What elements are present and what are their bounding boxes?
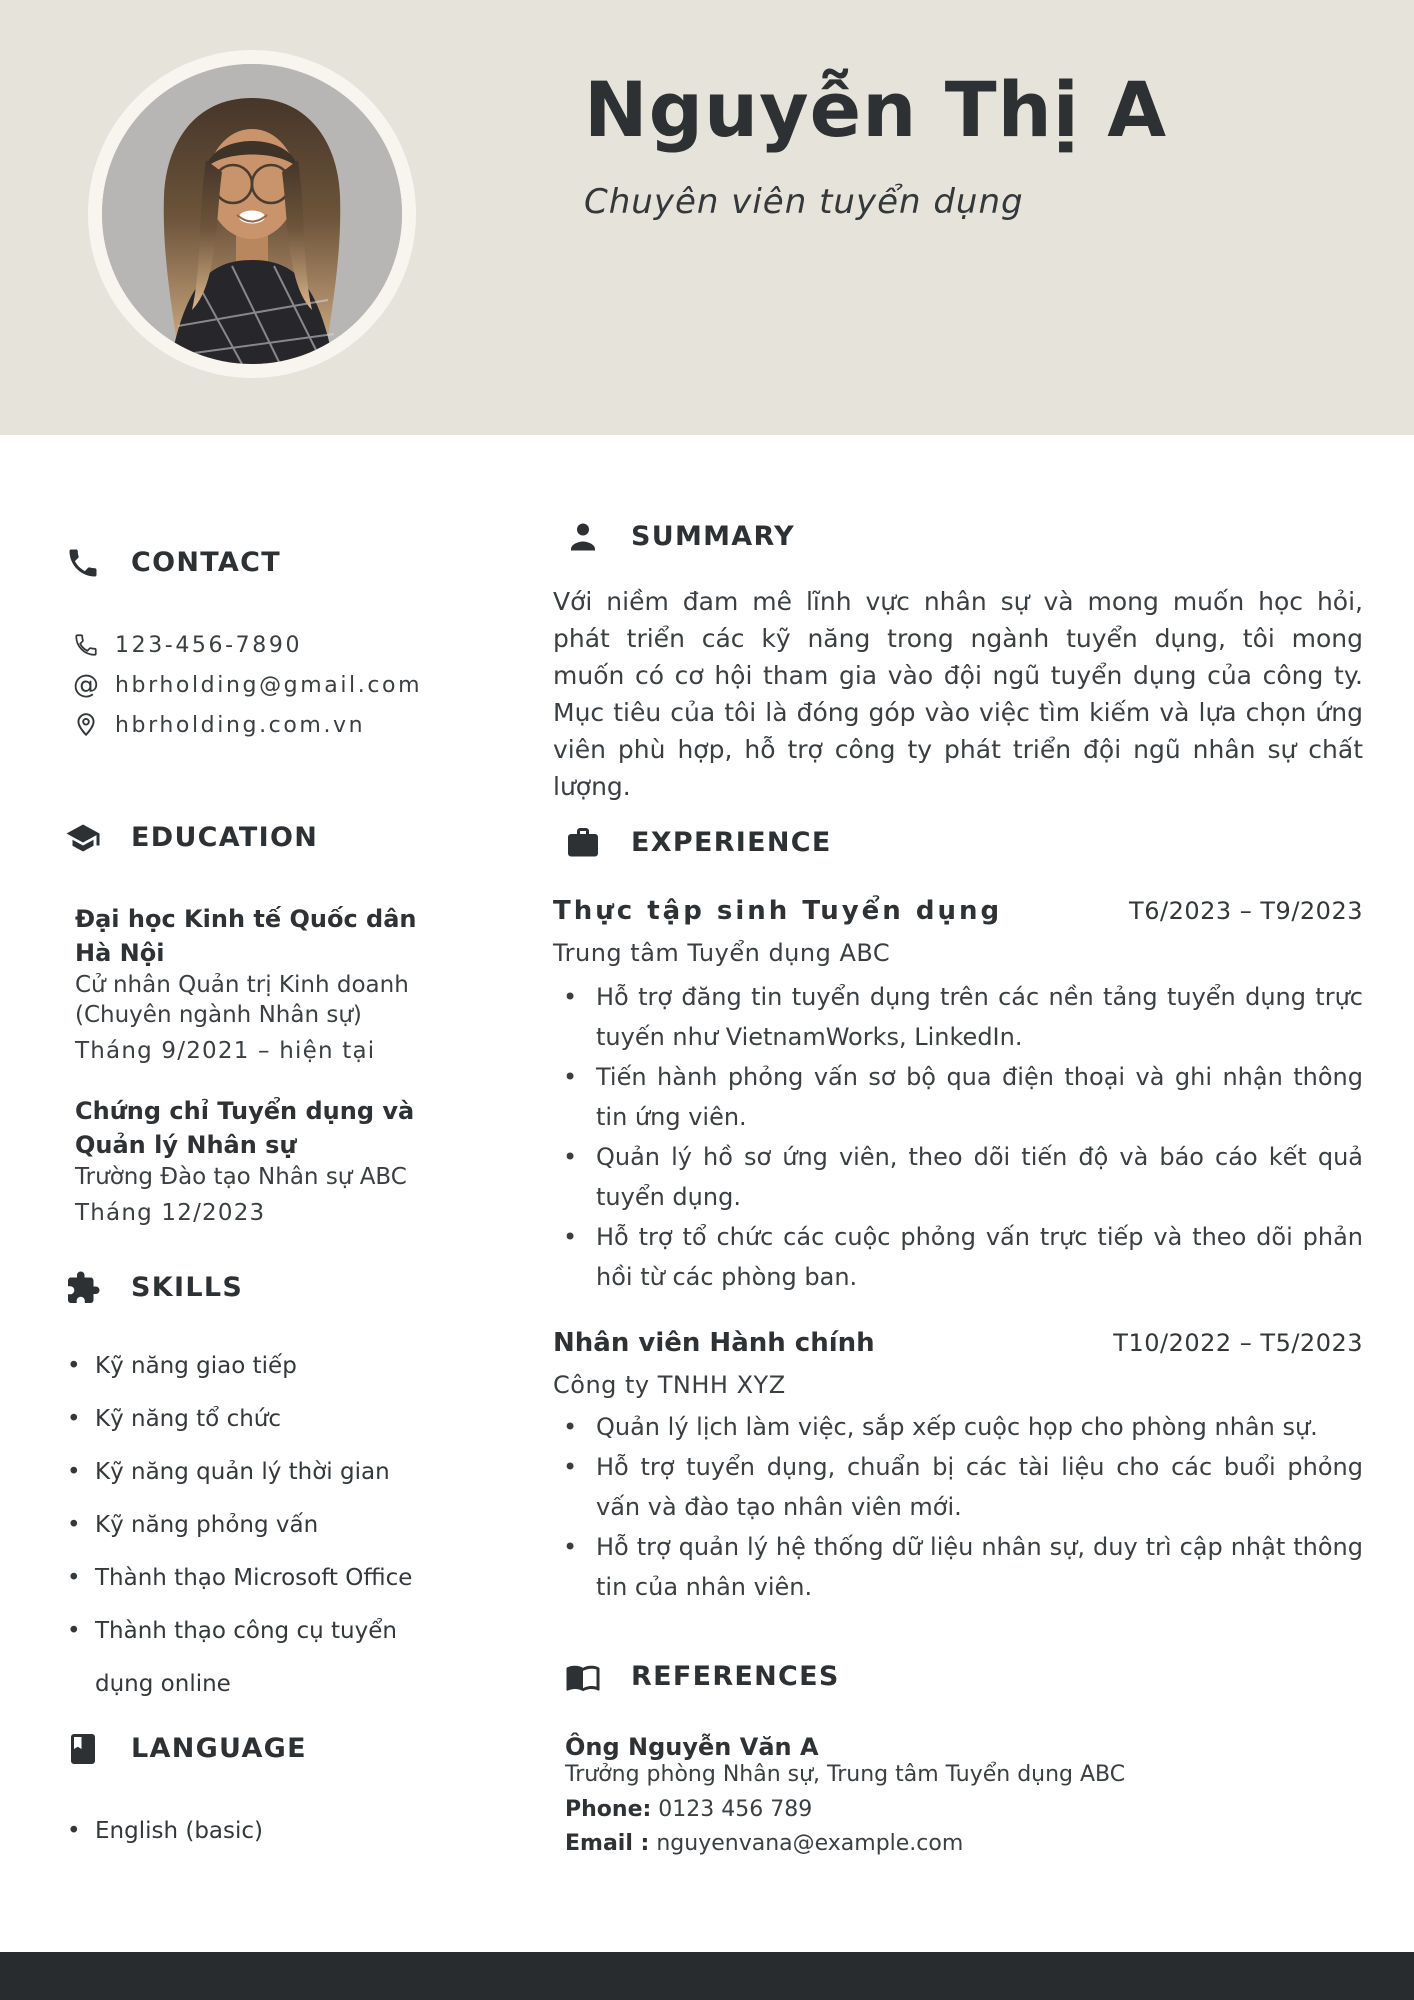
email-label: Email :: [565, 1831, 650, 1856]
references-heading: [553, 1659, 1363, 1695]
at-icon: @: [73, 670, 102, 700]
open-book-icon: [565, 1659, 601, 1695]
language-title: LANGUAGE: [131, 1733, 307, 1764]
job-entry: [553, 893, 1363, 1297]
job-company: Công ty TNHH XYZ: [553, 1371, 786, 1399]
person-icon: [565, 519, 601, 555]
references-section: [553, 1659, 1363, 1857]
skills-title: SKILLS: [131, 1272, 244, 1303]
profile-photo: [88, 50, 416, 378]
header-band: [0, 0, 1414, 435]
skill-item: • Kỹ năng quản lý thời gian: [67, 1446, 460, 1499]
education-entry: [75, 1094, 460, 1228]
header-text: [584, 65, 1168, 222]
job-bullet: • Hỗ trợ tuyển dụng, chuẩn bị các tài liệu cho các buổi phỏng vấn và đào tạo nhân viên mới.: [563, 1447, 1363, 1527]
puzzle-icon: [65, 1270, 101, 1306]
reference-entry: [553, 1733, 1363, 1857]
skills-list: [67, 1340, 460, 1711]
right-column: [553, 435, 1363, 1857]
education-date: Tháng 12/2023: [75, 1200, 266, 1226]
reference-email-line: [565, 1830, 1363, 1857]
education-degree: Cử nhân Quản trị Kinh doanh (Chuyên ngành Nhân sự): [75, 972, 409, 1028]
language-section: [47, 1731, 460, 1858]
person-job-title: Chuyên viên tuyển dụng: [584, 181, 1024, 222]
experience-title: EXPERIENCE: [631, 827, 832, 858]
reference-role: Trưởng phòng Nhân sự, Trung tâm Tuyển dụng ABC: [565, 1762, 1126, 1787]
phone-outline-icon: [73, 632, 99, 658]
language-item: • English (basic): [67, 1805, 460, 1858]
references-title: REFERENCES: [631, 1661, 840, 1692]
contact-item-website: [73, 705, 460, 745]
summary-title: SUMMARY: [631, 521, 795, 552]
left-column: [0, 435, 460, 1858]
contact-section: [47, 545, 460, 745]
job-date: T10/2022 – T5/2023: [1113, 1329, 1363, 1357]
job-bullet: • Hỗ trợ đăng tin tuyển dụng trên các nền tảng tuyển dụng trực tuyến như VietnamWorks, LinkedIn.: [563, 977, 1363, 1057]
job-date: T6/2023 – T9/2023: [1129, 897, 1363, 925]
language-list: [67, 1805, 460, 1858]
contact-item-email: [73, 665, 460, 705]
contact-email-text: hbrholding@gmail.com: [115, 672, 423, 698]
reference-name: Ông Nguyễn Văn A: [565, 1733, 819, 1761]
skills-heading: [47, 1270, 460, 1306]
skill-item: • Thành thạo công cụ tuyển dụng online: [67, 1605, 460, 1711]
skill-item: • Kỹ năng tổ chức: [67, 1393, 460, 1446]
skill-item: • Kỹ năng phỏng vấn: [67, 1499, 460, 1552]
contact-title: CONTACT: [131, 547, 281, 578]
reference-phone-line: [565, 1796, 1363, 1823]
job-bullet: • Quản lý lịch làm việc, sắp xếp cuộc họp cho phòng nhân sự.: [563, 1407, 1363, 1447]
education-section: [47, 820, 460, 1228]
education-institution: Trường Đào tạo Nhân sự ABC: [75, 1164, 407, 1190]
contact-website-text: hbrholding.com.vn: [115, 712, 366, 738]
graduation-cap-icon: [65, 820, 101, 856]
job-bullet: • Tiến hành phỏng vấn sơ bộ qua điện thoại và ghi nhận thông tin ứng viên.: [563, 1057, 1363, 1137]
body-columns: [0, 435, 1414, 1858]
summary-section: [553, 519, 1363, 805]
reference-phone: 0123 456 789: [658, 1797, 813, 1822]
reference-email: nguyenvana@example.com: [656, 1831, 964, 1856]
job-bullet-list: [563, 977, 1363, 1297]
person-name: Nguyễn Thị A: [584, 65, 1168, 154]
education-date: Tháng 9/2021 – hiện tại: [75, 1038, 376, 1064]
job-bullet-list: [563, 1407, 1363, 1607]
education-heading: [47, 820, 460, 856]
briefcase-icon: [565, 825, 601, 861]
job-company: Trung tâm Tuyển dụng ABC: [553, 939, 891, 967]
experience-heading: [553, 825, 1363, 861]
summary-paragraph: Với niềm đam mê lĩnh vực nhân sự và mong muốn học hỏi, phát triển các kỹ năng trong ngành tuyển dụng, tôi mong muốn có cơ hội tham gia vào đội ngũ tuyển dụng của công ty. Mục tiêu của tôi là đóng góp vào việc tìm kiếm và lựa chọn ứng viên phù hợp, hỗ trợ công ty phát triển đội ngũ nhân sự chất lượng.: [553, 587, 1363, 801]
contact-list: [73, 625, 460, 745]
skill-item: • Kỹ năng giao tiếp: [67, 1340, 460, 1393]
skill-item: • Thành thạo Microsoft Office: [67, 1552, 460, 1605]
job-bullet: • Quản lý hồ sơ ứng viên, theo dõi tiến độ và báo cáo kết quả tuyển dụng.: [563, 1137, 1363, 1217]
phone-label: Phone:: [565, 1797, 652, 1822]
book-icon: [65, 1731, 101, 1767]
contact-item-phone: [73, 625, 460, 665]
summary-heading: [553, 519, 1363, 555]
job-bullet: • Hỗ trợ quản lý hệ thống dữ liệu nhân sự, duy trì cập nhật thông tin của nhân viên.: [563, 1527, 1363, 1607]
skills-section: [47, 1270, 460, 1711]
job-head: [553, 1325, 1363, 1361]
experience-section: [553, 825, 1363, 1607]
footer-bar: [0, 1952, 1414, 2000]
job-title: Thực tập sinh Tuyển dụng: [553, 896, 1003, 926]
education-title: EDUCATION: [131, 822, 319, 853]
education-school: Đại học Kinh tế Quốc dân Hà Nội: [75, 905, 417, 967]
job-entry: [553, 1325, 1363, 1607]
job-head: [553, 893, 1363, 929]
contact-heading: [47, 545, 460, 581]
contact-phone-text: 123-456-7890: [115, 632, 303, 658]
phone-icon: [65, 545, 101, 581]
location-pin-icon: [73, 712, 99, 738]
job-title: Nhân viên Hành chính: [553, 1328, 875, 1358]
language-heading: [47, 1731, 460, 1767]
education-certificate: Chứng chỉ Tuyển dụng và Quản lý Nhân sự: [75, 1097, 415, 1159]
education-entry: [75, 902, 460, 1066]
job-bullet: • Hỗ trợ tổ chức các cuộc phỏng vấn trực tiếp và theo dõi phản hồi từ các phòng ban.: [563, 1217, 1363, 1297]
